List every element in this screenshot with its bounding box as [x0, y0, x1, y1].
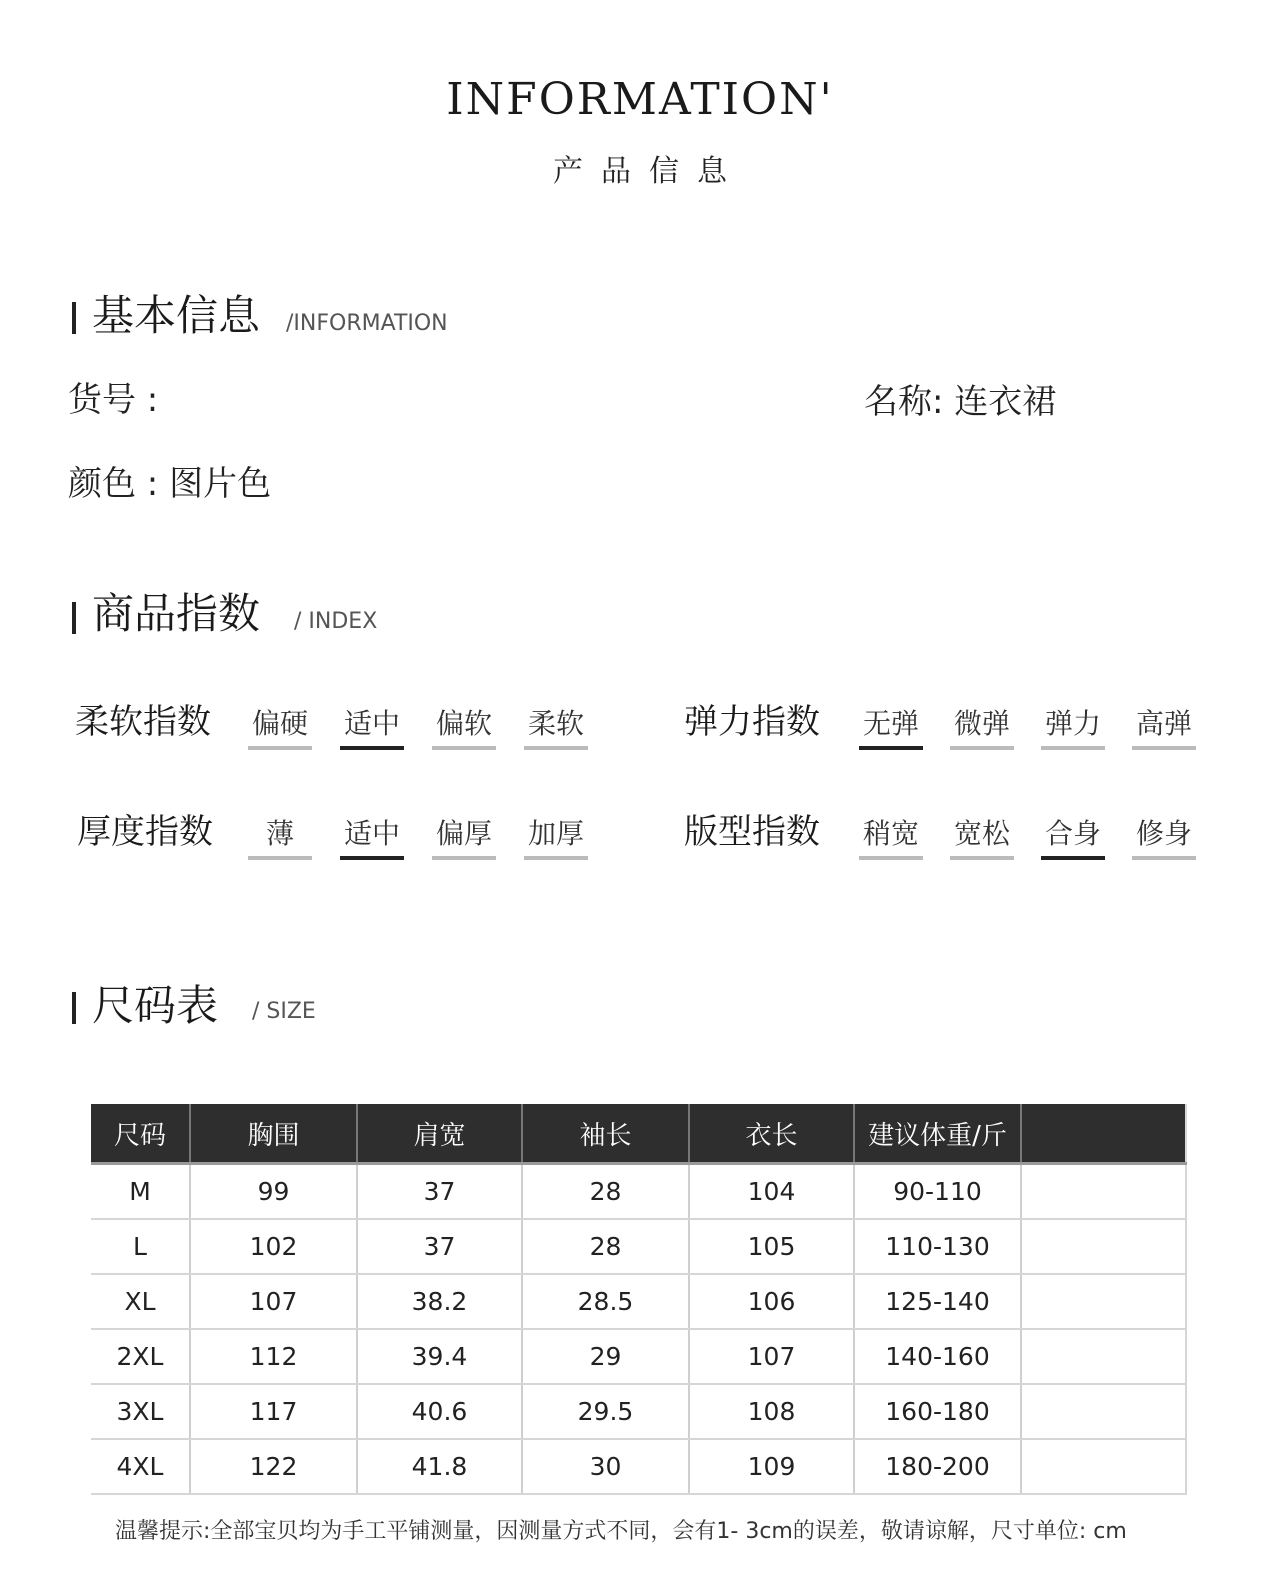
table-cell: 90-110 — [854, 1164, 1021, 1220]
softness-option-label: 偏硬 — [251, 707, 308, 740]
fit-option-label: 合身 — [1044, 817, 1101, 850]
table-cell — [1021, 1164, 1186, 1220]
table-cell: 180-200 — [854, 1439, 1021, 1494]
fit-option-underline — [950, 856, 1014, 860]
softness-option-underline — [340, 746, 404, 750]
table-cell: 107 — [689, 1329, 854, 1384]
table-cell: 29.5 — [522, 1384, 689, 1439]
table-cell: 28 — [522, 1164, 689, 1220]
softness-option — [432, 706, 496, 742]
table-cell: 105 — [689, 1219, 854, 1274]
softness-option-underline — [432, 746, 496, 750]
table-cell: 122 — [190, 1439, 357, 1494]
index-title: 商品指数 — [92, 589, 261, 638]
softness-option-underline — [524, 746, 588, 750]
softness-option — [524, 706, 588, 742]
table-cell — [1021, 1274, 1186, 1329]
thickness-option-underline — [432, 856, 496, 860]
table-cell: L — [91, 1219, 190, 1274]
table-cell — [1021, 1439, 1186, 1494]
size-title: 尺码表 — [92, 981, 219, 1030]
section-marker — [72, 302, 76, 334]
table-cell: 37 — [357, 1164, 522, 1220]
table-cell: 28.5 — [522, 1274, 689, 1329]
table-cell: 37 — [357, 1219, 522, 1274]
page-subtitle: 产品信息 — [553, 154, 745, 189]
table-cell: 102 — [190, 1219, 357, 1274]
basic-info-en-title: /INFORMATION — [286, 311, 448, 336]
elasticity-option — [950, 706, 1014, 742]
measurement-note: 温馨提示:全部宝贝均为手工平铺测量，因测量方式不同，会有1- 3cm的误差，敬请谅解，尺寸单位: cm — [115, 1519, 1127, 1544]
table-cell — [1021, 1219, 1186, 1274]
table-cell: 112 — [190, 1329, 357, 1384]
elasticity-option-underline — [950, 746, 1014, 750]
softness-option — [340, 706, 404, 742]
item-number: 货号 : — [68, 380, 159, 420]
elasticity-option — [1132, 706, 1196, 742]
size-table-body — [91, 1164, 1186, 1495]
thickness-option-label: 加厚 — [527, 817, 584, 850]
size-en-title: / SIZE — [252, 999, 316, 1024]
thickness-option — [340, 816, 404, 852]
table-cell: 117 — [190, 1384, 357, 1439]
thickness-option-underline — [340, 856, 404, 860]
table-cell: 140-160 — [854, 1329, 1021, 1384]
fit-option-underline — [1041, 856, 1105, 860]
table-cell: 106 — [689, 1274, 854, 1329]
table-cell: 110-130 — [854, 1219, 1021, 1274]
table-cell: 3XL — [91, 1384, 190, 1439]
table-row — [91, 1164, 1186, 1220]
table-row — [91, 1329, 1186, 1384]
table-row — [91, 1274, 1186, 1329]
fit-option-label: 宽松 — [953, 817, 1010, 850]
softness-option-label: 偏软 — [435, 707, 492, 740]
fit-option-underline — [1132, 856, 1196, 860]
table-row — [91, 1219, 1186, 1274]
table-cell: M — [91, 1164, 190, 1220]
softness-label: 柔软指数 — [75, 702, 211, 742]
table-cell: 30 — [522, 1439, 689, 1494]
table-cell — [1021, 1384, 1186, 1439]
fit-label: 版型指数 — [684, 812, 820, 852]
elasticity-option — [1041, 706, 1105, 742]
thickness-option — [524, 816, 588, 852]
fit-option — [1132, 816, 1196, 852]
table-row — [91, 1439, 1186, 1494]
column-header: 建议体重/斤 — [854, 1104, 1021, 1164]
basic-info-title: 基本信息 — [92, 291, 261, 340]
fit-option — [1041, 816, 1105, 852]
softness-option-underline — [248, 746, 312, 750]
thickness-option-label: 薄 — [265, 817, 294, 850]
softness-option-label: 柔软 — [527, 707, 584, 740]
column-header: 胸围 — [190, 1104, 357, 1164]
table-cell: 109 — [689, 1439, 854, 1494]
column-header: 尺码 — [91, 1104, 190, 1164]
thickness-option-underline — [524, 856, 588, 860]
table-cell: 29 — [522, 1329, 689, 1384]
column-header — [1021, 1104, 1186, 1164]
table-cell: 2XL — [91, 1329, 190, 1384]
section-marker — [72, 992, 76, 1024]
product-color: 颜色 : 图片色 — [68, 464, 272, 504]
softness-option-label: 适中 — [343, 707, 400, 740]
table-cell: 99 — [190, 1164, 357, 1220]
product-name: 名称: 连衣裙 — [864, 382, 1057, 422]
table-cell — [1021, 1329, 1186, 1384]
table-cell: XL — [91, 1274, 190, 1329]
table-cell: 39.4 — [357, 1329, 522, 1384]
index-en-title: / INDEX — [294, 609, 378, 634]
column-header: 肩宽 — [357, 1104, 522, 1164]
size-table-header — [91, 1104, 1186, 1164]
fit-option-label: 修身 — [1135, 817, 1192, 850]
fit-option — [859, 816, 923, 852]
table-cell: 107 — [190, 1274, 357, 1329]
table-cell: 160-180 — [854, 1384, 1021, 1439]
thickness-option — [432, 816, 496, 852]
elasticity-option-underline — [1132, 746, 1196, 750]
table-cell: 125-140 — [854, 1274, 1021, 1329]
table-cell: 40.6 — [357, 1384, 522, 1439]
elasticity-label: 弹力指数 — [684, 702, 820, 742]
fit-option-label: 稍宽 — [862, 817, 919, 850]
fit-option-underline — [859, 856, 923, 860]
elasticity-option — [859, 706, 923, 742]
table-cell: 28 — [522, 1219, 689, 1274]
thickness-option — [248, 816, 312, 852]
thickness-option-label: 偏厚 — [435, 817, 492, 850]
elasticity-option-label: 弹力 — [1044, 707, 1101, 740]
thickness-option-label: 适中 — [343, 817, 400, 850]
table-cell: 41.8 — [357, 1439, 522, 1494]
page-title: INFORMATION' — [446, 74, 834, 125]
elasticity-option-label: 无弹 — [862, 707, 919, 740]
table-cell: 38.2 — [357, 1274, 522, 1329]
table-cell: 4XL — [91, 1439, 190, 1494]
thickness-option-underline — [248, 856, 312, 860]
size-table — [91, 1104, 1187, 1495]
table-row — [91, 1384, 1186, 1439]
elasticity-option-label: 微弹 — [953, 707, 1010, 740]
elasticity-option-underline — [859, 746, 923, 750]
column-header: 袖长 — [522, 1104, 689, 1164]
elasticity-option-label: 高弹 — [1135, 707, 1192, 740]
softness-option — [248, 706, 312, 742]
elasticity-option-underline — [1041, 746, 1105, 750]
fit-option — [950, 816, 1014, 852]
table-cell: 104 — [689, 1164, 854, 1220]
column-header: 衣长 — [689, 1104, 854, 1164]
section-marker — [72, 602, 76, 634]
table-cell: 108 — [689, 1384, 854, 1439]
thickness-label: 厚度指数 — [77, 812, 213, 852]
